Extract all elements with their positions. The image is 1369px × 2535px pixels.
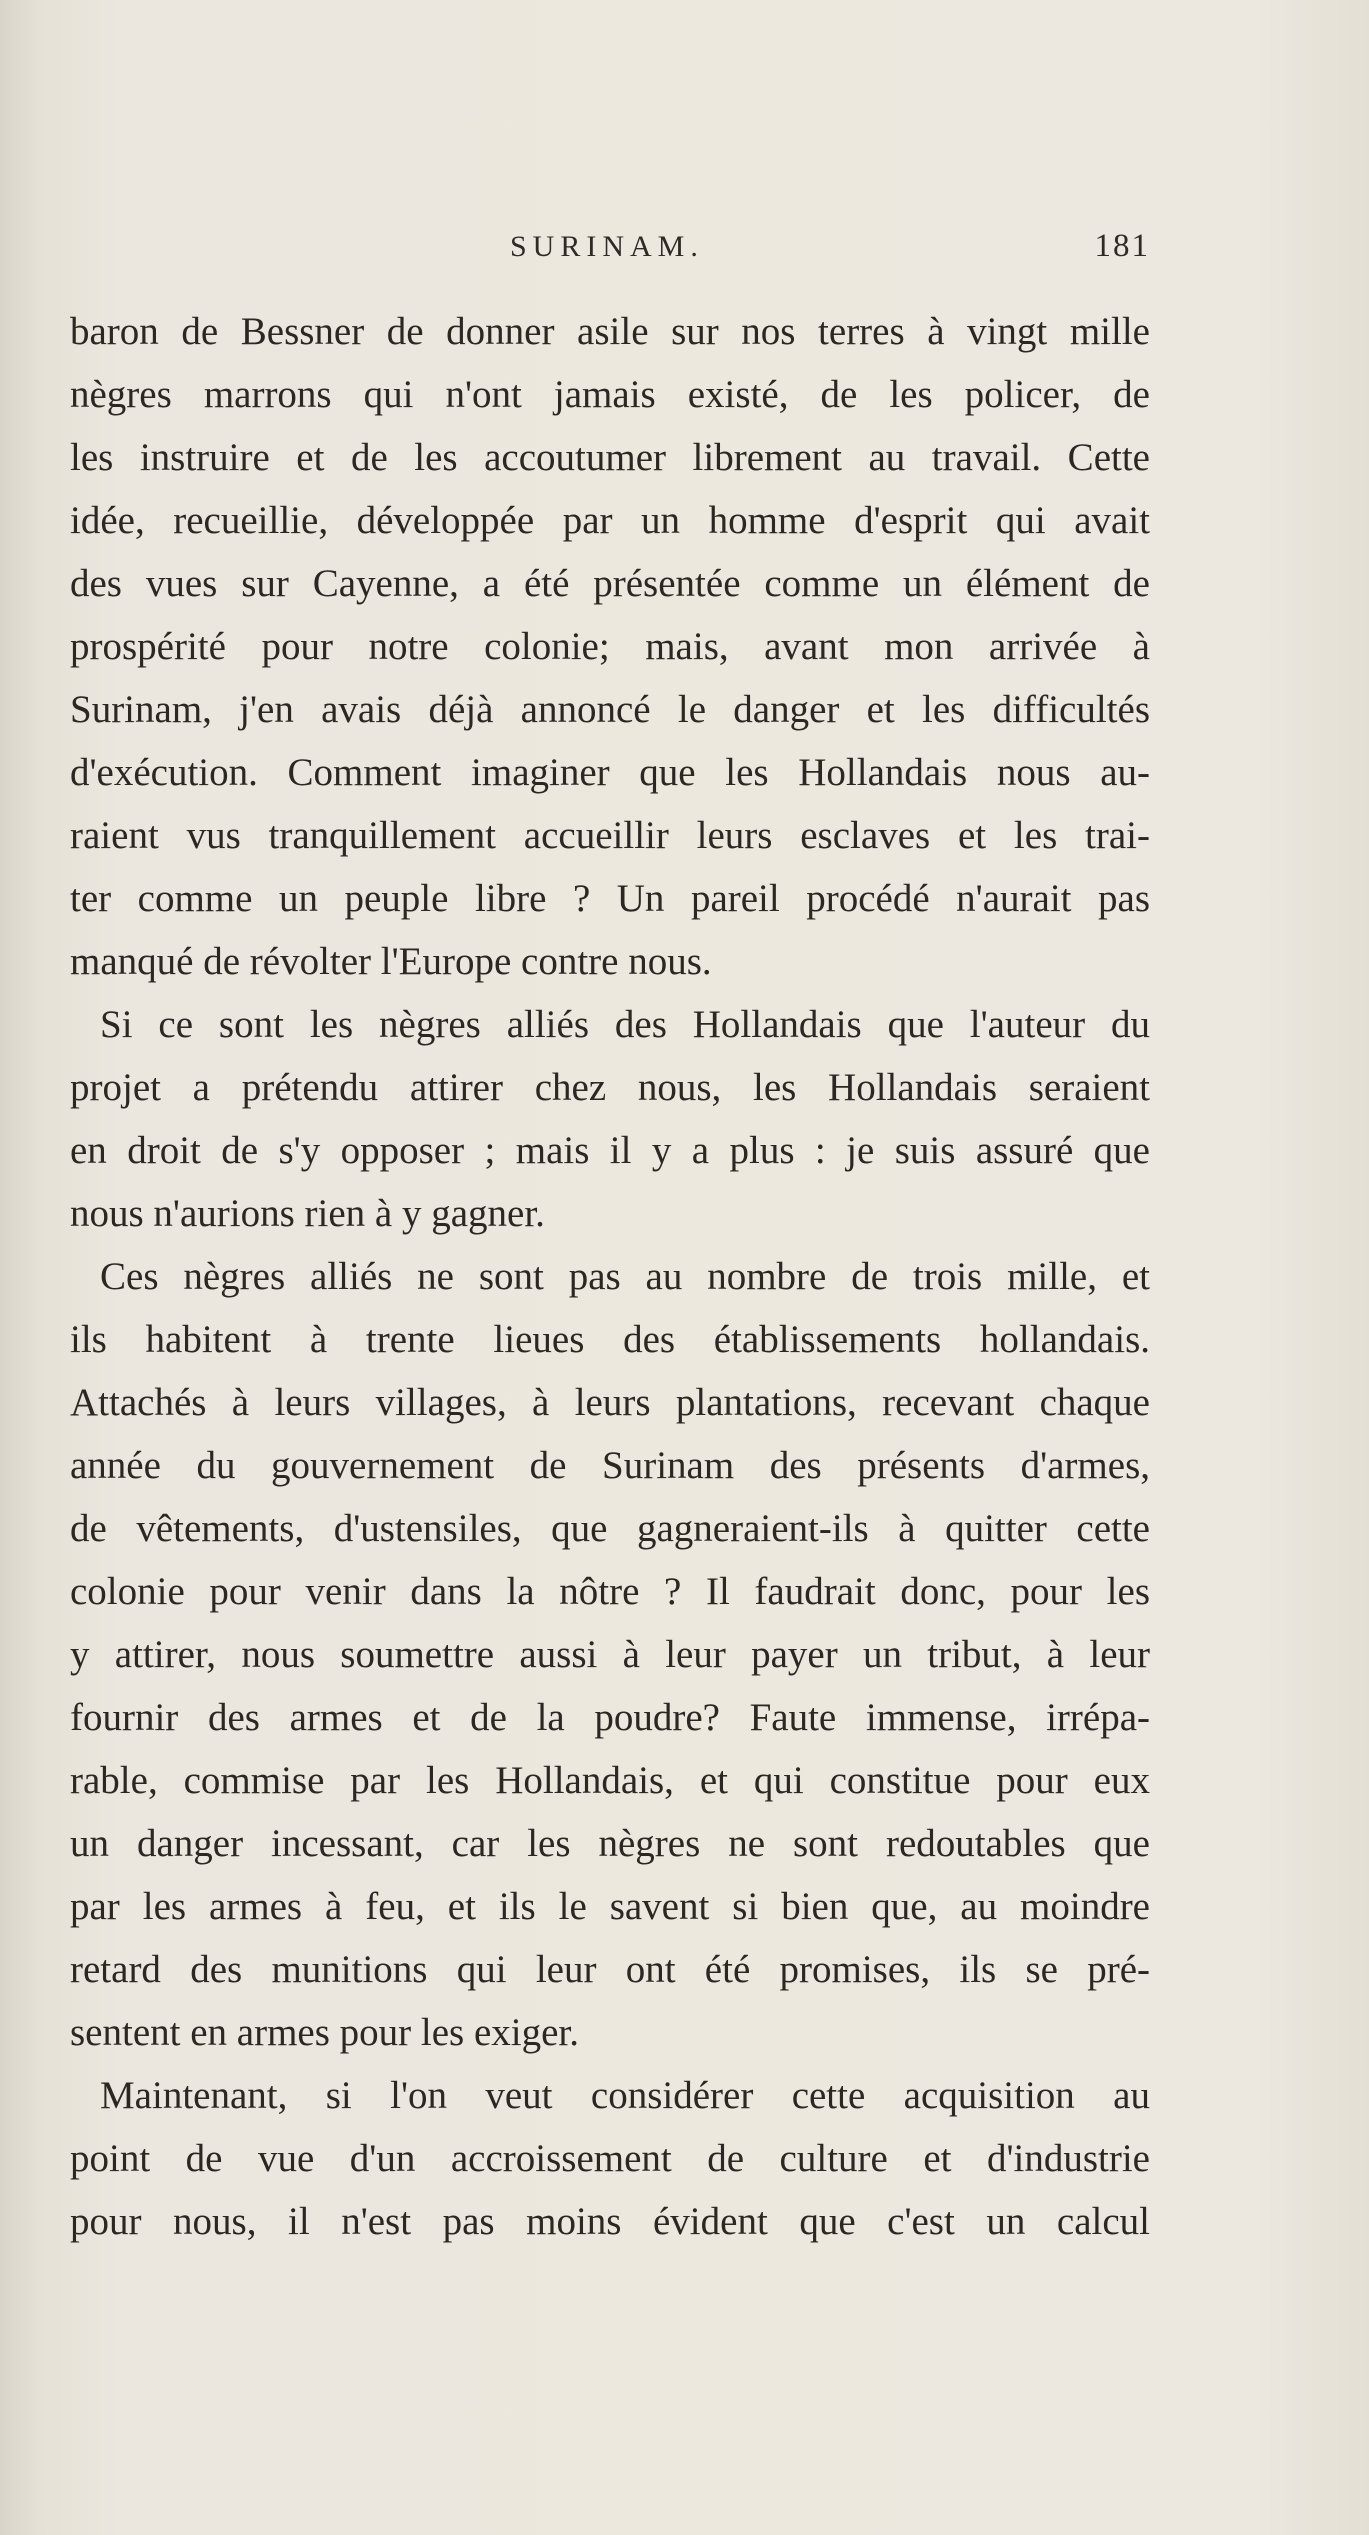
text-line: point de vue d'un accroissement de culture et d'industrie (70, 2137, 1150, 2180)
text-line: prospérité pour notre colonie; mais, avant mon arrivée à (70, 625, 1150, 668)
body-text (70, 300, 1150, 2253)
text-line: idée, recueillie, développée par un homme d'esprit qui avait (70, 499, 1150, 542)
text-line: année du gouvernement de Surinam des présents d'armes, (70, 1444, 1150, 1487)
text-line: d'exécution. Comment imaginer que les Hollandais nous au- (70, 751, 1150, 794)
running-title: SURINAM. (510, 230, 704, 263)
text-line: Ces nègres alliés ne sont pas au nombre de trois mille, et (100, 1255, 1150, 1298)
text-line: en droit de s'y opposer ; mais il y a plus : je suis assuré que (70, 1129, 1150, 1172)
text-line: manqué de révolter l'Europe contre nous. (70, 940, 712, 983)
text-line: Maintenant, si l'on veut considérer cette acquisition au (100, 2074, 1150, 2117)
text-line: baron de Bessner de donner asile sur nos terres à vingt mille (70, 310, 1150, 353)
text-line: pour nous, il n'est pas moins évident que c'est un calcul (70, 2200, 1150, 2243)
text-line: colonie pour venir dans la nôtre ? Il faudrait donc, pour les (70, 1570, 1150, 1613)
page-number: 181 (1094, 228, 1150, 264)
text-line: les instruire et de les accoutumer librement au travail. Cette (70, 436, 1150, 479)
text-line: retard des munitions qui leur ont été promises, ils se pré- (70, 1948, 1150, 1991)
text-line: de vêtements, d'ustensiles, que gagneraient-ils à quitter cette (70, 1507, 1150, 1550)
text-line: Surinam, j'en avais déjà annoncé le danger et les difficultés (70, 688, 1150, 731)
text-line: nous n'aurions rien à y gagner. (70, 1192, 545, 1235)
text-line: fournir des armes et de la poudre? Faute immense, irrépa- (70, 1696, 1150, 1739)
text-line: projet a prétendu attirer chez nous, les Hollandais seraient (70, 1066, 1150, 1109)
text-line: ter comme un peuple libre ? Un pareil procédé n'aurait pas (70, 877, 1150, 920)
text-line: Si ce sont les nègres alliés des Hollandais que l'auteur du (100, 1003, 1150, 1046)
text-line: Attachés à leurs villages, à leurs plantations, recevant chaque (70, 1381, 1150, 1424)
text-line: un danger incessant, car les nègres ne sont redoutables que (70, 1822, 1150, 1865)
text-line: raient vus tranquillement accueillir leurs esclaves et les trai- (70, 814, 1150, 857)
text-line: ils habitent à trente lieues des établissements hollandais. (70, 1318, 1150, 1361)
text-line: y attirer, nous soumettre aussi à leur payer un tribut, à leur (70, 1633, 1150, 1676)
text-line: nègres marrons qui n'ont jamais existé, de les policer, de (70, 373, 1150, 416)
text-line: des vues sur Cayenne, a été présentée comme un élément de (70, 562, 1150, 605)
running-head (70, 222, 1150, 272)
text-line: rable, commise par les Hollandais, et qui constitue pour eux (70, 1759, 1150, 1802)
text-line: sentent en armes pour les exiger. (70, 2011, 579, 2054)
text-line: par les armes à feu, et ils le savent si bien que, au moindre (70, 1885, 1150, 1928)
